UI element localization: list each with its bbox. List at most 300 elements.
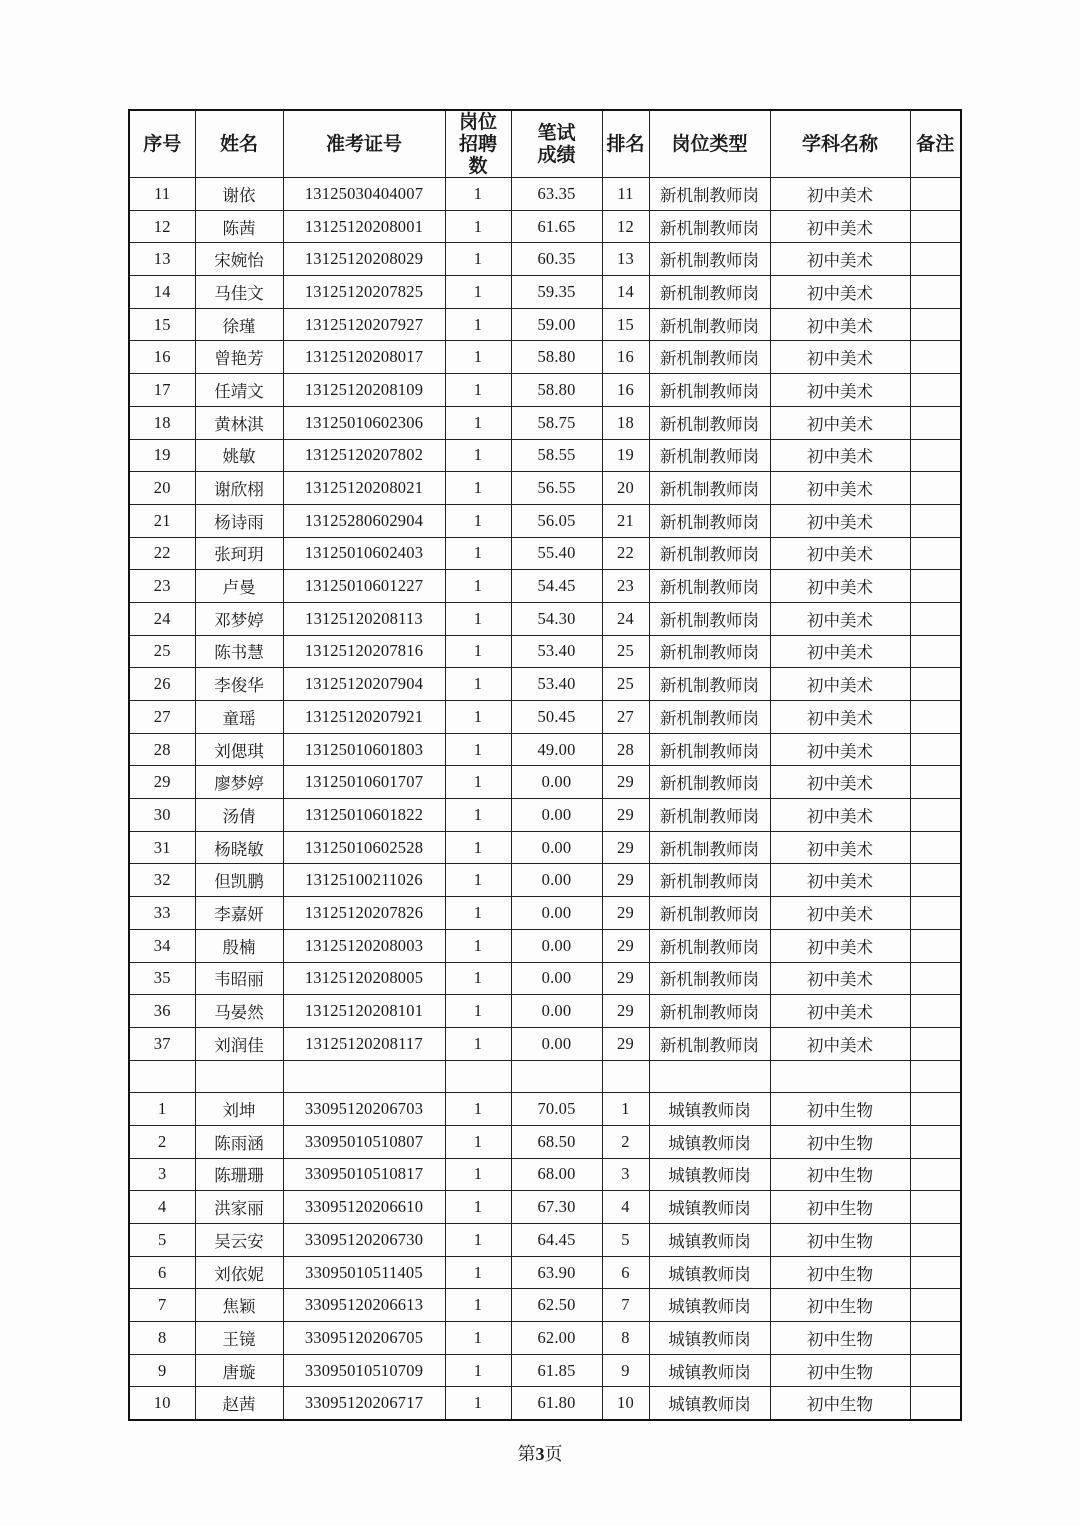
cell-subject: 初中生物 [770, 1256, 910, 1289]
cell-exam-id: 13125120207921 [283, 701, 445, 734]
cell-name: 刘偲琪 [195, 733, 283, 766]
cell-positions: 1 [445, 1224, 511, 1257]
cell-exam-id: 33095010510817 [283, 1158, 445, 1191]
cell-rank: 5 [602, 1224, 649, 1257]
cell-post-type: 城镇教师岗 [649, 1158, 770, 1191]
cell-note [910, 308, 961, 341]
cell-note [910, 1256, 961, 1289]
cell-note [910, 1354, 961, 1387]
cell-post-type: 新机制教师岗 [649, 635, 770, 668]
cell-exam-id: 13125010602528 [283, 831, 445, 864]
cell-note [910, 1027, 961, 1060]
cell-note [910, 1289, 961, 1322]
cell-positions: 1 [445, 406, 511, 439]
cell-rank: 12 [602, 210, 649, 243]
cell-name: 李俊华 [195, 668, 283, 701]
cell-rank: 1 [602, 1093, 649, 1126]
cell-rank: 11 [602, 178, 649, 211]
cell-rank: 25 [602, 635, 649, 668]
table-row [129, 1387, 961, 1420]
cell-positions: 1 [445, 210, 511, 243]
cell-seq: 14 [129, 276, 195, 309]
cell-exam-id: 13125120207826 [283, 897, 445, 930]
cell-seq: 24 [129, 602, 195, 635]
cell-name: 廖梦婷 [195, 766, 283, 799]
cell-post-type: 新机制教师岗 [649, 766, 770, 799]
cell-positions: 1 [445, 570, 511, 603]
cell-positions: 1 [445, 602, 511, 635]
cell-note [910, 406, 961, 439]
cell-name: 童瑶 [195, 701, 283, 734]
cell-rank: 28 [602, 733, 649, 766]
cell-rank: 29 [602, 929, 649, 962]
cell-seq: 26 [129, 668, 195, 701]
table-row [129, 831, 961, 864]
cell-name: 赵茜 [195, 1387, 283, 1420]
cell-positions: 1 [445, 929, 511, 962]
cell-note [910, 504, 961, 537]
cell-note [910, 995, 961, 1028]
cell-post-type: 新机制教师岗 [649, 276, 770, 309]
cell-rank: 29 [602, 995, 649, 1028]
cell-score: 67.30 [511, 1191, 602, 1224]
cell-positions [445, 1060, 511, 1093]
cell-note [910, 1125, 961, 1158]
cell-exam-id: 13125120207816 [283, 635, 445, 668]
cell-name: 殷楠 [195, 929, 283, 962]
cell-subject: 初中美术 [770, 701, 910, 734]
cell-name: 吴云安 [195, 1224, 283, 1257]
cell-rank: 15 [602, 308, 649, 341]
header-note: 备注 [910, 110, 961, 178]
cell-name: 焦颖 [195, 1289, 283, 1322]
cell-positions: 1 [445, 439, 511, 472]
cell-exam-id: 13125120208021 [283, 472, 445, 505]
cell-score: 0.00 [511, 962, 602, 995]
cell-rank: 29 [602, 831, 649, 864]
cell-score: 0.00 [511, 864, 602, 897]
cell-exam-id: 13125100211026 [283, 864, 445, 897]
cell-post-type: 城镇教师岗 [649, 1125, 770, 1158]
cell-exam-id: 13125280602904 [283, 504, 445, 537]
cell-rank: 24 [602, 602, 649, 635]
cell-seq: 37 [129, 1027, 195, 1060]
cell-rank: 9 [602, 1354, 649, 1387]
cell-post-type: 新机制教师岗 [649, 831, 770, 864]
table-row [129, 472, 961, 505]
cell-name: 杨诗雨 [195, 504, 283, 537]
cell-score: 68.50 [511, 1125, 602, 1158]
cell-subject: 初中美术 [770, 602, 910, 635]
cell-rank: 2 [602, 1125, 649, 1158]
cell-rank: 29 [602, 799, 649, 832]
cell-post-type: 新机制教师岗 [649, 406, 770, 439]
cell-subject: 初中美术 [770, 831, 910, 864]
cell-post-type: 新机制教师岗 [649, 210, 770, 243]
cell-name: 刘依妮 [195, 1256, 283, 1289]
cell-score: 58.75 [511, 406, 602, 439]
cell-score: 0.00 [511, 929, 602, 962]
cell-exam-id: 33095120206730 [283, 1224, 445, 1257]
cell-exam-id: 13125120208029 [283, 243, 445, 276]
cell-seq: 21 [129, 504, 195, 537]
cell-positions: 1 [445, 1256, 511, 1289]
table-row [129, 504, 961, 537]
cell-note [910, 1387, 961, 1420]
cell-score: 60.35 [511, 243, 602, 276]
table-row [129, 1125, 961, 1158]
cell-seq: 31 [129, 831, 195, 864]
cell-score: 58.80 [511, 341, 602, 374]
cell-seq: 27 [129, 701, 195, 734]
cell-exam-id: 33095120206613 [283, 1289, 445, 1322]
page-number-prefix: 第 [517, 1444, 536, 1465]
cell-exam-id: 13125120208113 [283, 602, 445, 635]
cell-rank: 29 [602, 1027, 649, 1060]
cell-post-type: 新机制教师岗 [649, 374, 770, 407]
cell-subject: 初中美术 [770, 733, 910, 766]
cell-seq: 22 [129, 537, 195, 570]
table-row [129, 210, 961, 243]
cell-post-type: 新机制教师岗 [649, 668, 770, 701]
cell-exam-id: 13125120208017 [283, 341, 445, 374]
cell-post-type: 新机制教师岗 [649, 472, 770, 505]
cell-subject: 初中美术 [770, 537, 910, 570]
cell-positions: 1 [445, 537, 511, 570]
cell-exam-id: 33095010510807 [283, 1125, 445, 1158]
cell-rank: 16 [602, 374, 649, 407]
cell-positions: 1 [445, 962, 511, 995]
table-row [129, 308, 961, 341]
cell-exam-id: 13125120208101 [283, 995, 445, 1028]
cell-subject: 初中美术 [770, 341, 910, 374]
cell-exam-id: 33095010511405 [283, 1256, 445, 1289]
cell-score: 0.00 [511, 799, 602, 832]
cell-post-type: 新机制教师岗 [649, 243, 770, 276]
cell-score [511, 1060, 602, 1093]
cell-positions: 1 [445, 831, 511, 864]
cell-score: 68.00 [511, 1158, 602, 1191]
cell-rank: 21 [602, 504, 649, 537]
cell-subject: 初中生物 [770, 1125, 910, 1158]
header-positions: 岗位招聘数 [445, 110, 511, 178]
table-row [129, 178, 961, 211]
table-row [129, 929, 961, 962]
header-seq: 序号 [129, 110, 195, 178]
cell-note [910, 1322, 961, 1355]
cell-note [910, 243, 961, 276]
cell-post-type: 新机制教师岗 [649, 537, 770, 570]
cell-post-type: 新机制教师岗 [649, 995, 770, 1028]
cell-name: 宋婉怡 [195, 243, 283, 276]
cell-rank: 6 [602, 1256, 649, 1289]
table-row [129, 341, 961, 374]
cell-rank: 14 [602, 276, 649, 309]
cell-rank: 8 [602, 1322, 649, 1355]
cell-seq: 13 [129, 243, 195, 276]
cell-note [910, 766, 961, 799]
table-row [129, 1060, 961, 1093]
cell-positions: 1 [445, 897, 511, 930]
cell-subject: 初中美术 [770, 995, 910, 1028]
cell-post-type: 新机制教师岗 [649, 962, 770, 995]
cell-subject: 初中生物 [770, 1289, 910, 1322]
cell-score: 61.85 [511, 1354, 602, 1387]
cell-rank: 3 [602, 1158, 649, 1191]
cell-post-type: 新机制教师岗 [649, 504, 770, 537]
cell-positions: 1 [445, 1387, 511, 1420]
cell-seq: 1 [129, 1093, 195, 1126]
cell-positions: 1 [445, 472, 511, 505]
cell-seq: 35 [129, 962, 195, 995]
cell-note [910, 537, 961, 570]
cell-exam-id: 13125010602306 [283, 406, 445, 439]
cell-seq: 32 [129, 864, 195, 897]
cell-post-type: 城镇教师岗 [649, 1354, 770, 1387]
cell-name: 陈茜 [195, 210, 283, 243]
cell-subject: 初中美术 [770, 864, 910, 897]
cell-seq: 7 [129, 1289, 195, 1322]
cell-seq: 6 [129, 1256, 195, 1289]
cell-exam-id: 13125120207825 [283, 276, 445, 309]
cell-positions: 1 [445, 178, 511, 211]
header-rank: 排名 [602, 110, 649, 178]
cell-note [910, 1093, 961, 1126]
table-row [129, 1322, 961, 1355]
cell-name: 邓梦婷 [195, 602, 283, 635]
cell-positions: 1 [445, 733, 511, 766]
cell-positions: 1 [445, 308, 511, 341]
cell-subject: 初中美术 [770, 472, 910, 505]
cell-name: 刘坤 [195, 1093, 283, 1126]
cell-note [910, 897, 961, 930]
cell-score: 59.00 [511, 308, 602, 341]
cell-rank: 10 [602, 1387, 649, 1420]
cell-name: 谢欣栩 [195, 472, 283, 505]
cell-score: 53.40 [511, 635, 602, 668]
cell-subject: 初中美术 [770, 799, 910, 832]
cell-subject: 初中生物 [770, 1158, 910, 1191]
cell-name: 陈珊珊 [195, 1158, 283, 1191]
cell-exam-id: 13125120208003 [283, 929, 445, 962]
cell-score: 58.55 [511, 439, 602, 472]
page-number-suffix: 页 [544, 1444, 563, 1465]
cell-post-type: 新机制教师岗 [649, 929, 770, 962]
cell-positions: 1 [445, 864, 511, 897]
header-subject: 学科名称 [770, 110, 910, 178]
cell-positions: 1 [445, 1289, 511, 1322]
cell-seq: 3 [129, 1158, 195, 1191]
cell-seq: 5 [129, 1224, 195, 1257]
cell-exam-id: 13125120207904 [283, 668, 445, 701]
cell-positions: 1 [445, 276, 511, 309]
cell-seq: 12 [129, 210, 195, 243]
cell-rank: 13 [602, 243, 649, 276]
cell-score: 50.45 [511, 701, 602, 734]
cell-exam-id: 13125120208109 [283, 374, 445, 407]
cell-subject: 初中美术 [770, 308, 910, 341]
cell-subject: 初中美术 [770, 570, 910, 603]
page-number [0, 1440, 1080, 1466]
cell-exam-id: 13125120208005 [283, 962, 445, 995]
cell-note [910, 831, 961, 864]
cell-score: 56.55 [511, 472, 602, 505]
cell-score: 54.30 [511, 602, 602, 635]
table-row [129, 570, 961, 603]
cell-note [910, 1191, 961, 1224]
table-row [129, 406, 961, 439]
cell-rank: 4 [602, 1191, 649, 1224]
cell-rank: 19 [602, 439, 649, 472]
cell-positions: 1 [445, 1027, 511, 1060]
cell-score: 58.80 [511, 374, 602, 407]
cell-seq: 28 [129, 733, 195, 766]
cell-exam-id: 33095120206610 [283, 1191, 445, 1224]
cell-positions: 1 [445, 341, 511, 374]
cell-rank: 20 [602, 472, 649, 505]
cell-name: 陈雨涵 [195, 1125, 283, 1158]
cell-post-type: 新机制教师岗 [649, 864, 770, 897]
cell-subject: 初中生物 [770, 1093, 910, 1126]
cell-note [910, 439, 961, 472]
cell-post-type: 新机制教师岗 [649, 178, 770, 211]
cell-post-type: 新机制教师岗 [649, 570, 770, 603]
table-row [129, 799, 961, 832]
cell-score: 0.00 [511, 1027, 602, 1060]
table-row [129, 733, 961, 766]
cell-note [910, 929, 961, 962]
cell-post-type: 新机制教师岗 [649, 341, 770, 374]
cell-positions: 1 [445, 635, 511, 668]
cell-seq: 33 [129, 897, 195, 930]
cell-note [910, 570, 961, 603]
table-row [129, 439, 961, 472]
table-header-row [129, 110, 961, 178]
cell-exam-id: 33095010510709 [283, 1354, 445, 1387]
cell-post-type: 新机制教师岗 [649, 701, 770, 734]
cell-score: 59.35 [511, 276, 602, 309]
cell-subject: 初中生物 [770, 1191, 910, 1224]
cell-note [910, 1158, 961, 1191]
cell-name: 杨晓敏 [195, 831, 283, 864]
header-name: 姓名 [195, 110, 283, 178]
cell-note [910, 799, 961, 832]
table-row [129, 701, 961, 734]
table-row [129, 995, 961, 1028]
cell-post-type: 新机制教师岗 [649, 733, 770, 766]
cell-name [195, 1060, 283, 1093]
cell-rank: 7 [602, 1289, 649, 1322]
cell-score: 0.00 [511, 766, 602, 799]
cell-subject: 初中美术 [770, 962, 910, 995]
cell-subject: 初中美术 [770, 504, 910, 537]
cell-seq: 9 [129, 1354, 195, 1387]
cell-score: 64.45 [511, 1224, 602, 1257]
cell-subject: 初中生物 [770, 1224, 910, 1257]
cell-positions: 1 [445, 1158, 511, 1191]
cell-rank: 29 [602, 766, 649, 799]
cell-subject: 初中生物 [770, 1322, 910, 1355]
cell-subject: 初中美术 [770, 897, 910, 930]
cell-exam-id: 13125010602403 [283, 537, 445, 570]
table-row [129, 1027, 961, 1060]
cell-post-type: 新机制教师岗 [649, 602, 770, 635]
cell-subject: 初中美术 [770, 374, 910, 407]
cell-name: 马晏然 [195, 995, 283, 1028]
results-table [128, 109, 962, 1421]
cell-subject: 初中美术 [770, 243, 910, 276]
cell-seq: 11 [129, 178, 195, 211]
cell-rank: 29 [602, 897, 649, 930]
cell-score: 62.50 [511, 1289, 602, 1322]
cell-name: 张珂玥 [195, 537, 283, 570]
cell-subject: 初中生物 [770, 1354, 910, 1387]
cell-subject: 初中美术 [770, 929, 910, 962]
cell-post-type: 城镇教师岗 [649, 1256, 770, 1289]
table-row [129, 1289, 961, 1322]
cell-positions: 1 [445, 243, 511, 276]
table-row [129, 276, 961, 309]
table-row [129, 766, 961, 799]
cell-rank: 18 [602, 406, 649, 439]
cell-subject: 初中美术 [770, 406, 910, 439]
cell-exam-id: 13125010601227 [283, 570, 445, 603]
cell-positions: 1 [445, 1354, 511, 1387]
cell-exam-id: 33095120206703 [283, 1093, 445, 1126]
cell-post-type: 城镇教师岗 [649, 1289, 770, 1322]
cell-rank: 25 [602, 668, 649, 701]
cell-exam-id: 13125010601822 [283, 799, 445, 832]
cell-seq: 34 [129, 929, 195, 962]
cell-name: 任靖文 [195, 374, 283, 407]
cell-seq: 8 [129, 1322, 195, 1355]
cell-subject: 初中生物 [770, 1387, 910, 1420]
cell-rank [602, 1060, 649, 1093]
cell-positions: 1 [445, 799, 511, 832]
cell-score: 70.05 [511, 1093, 602, 1126]
cell-post-type: 新机制教师岗 [649, 1027, 770, 1060]
cell-score: 56.05 [511, 504, 602, 537]
cell-note [910, 733, 961, 766]
cell-exam-id: 33095120206717 [283, 1387, 445, 1420]
cell-note [910, 1224, 961, 1257]
cell-subject: 初中美术 [770, 210, 910, 243]
cell-exam-id: 13125010601707 [283, 766, 445, 799]
cell-seq: 20 [129, 472, 195, 505]
cell-subject [770, 1060, 910, 1093]
table-row [129, 864, 961, 897]
cell-positions: 1 [445, 1322, 511, 1355]
cell-subject: 初中美术 [770, 1027, 910, 1060]
table-row [129, 1158, 961, 1191]
cell-score: 49.00 [511, 733, 602, 766]
cell-name: 姚敏 [195, 439, 283, 472]
cell-exam-id: 13125120207927 [283, 308, 445, 341]
cell-post-type: 城镇教师岗 [649, 1322, 770, 1355]
table-row [129, 1256, 961, 1289]
cell-exam-id: 13125120208001 [283, 210, 445, 243]
cell-exam-id: 13125120207802 [283, 439, 445, 472]
cell-note [910, 276, 961, 309]
cell-name: 刘润佳 [195, 1027, 283, 1060]
cell-name: 但凯鹏 [195, 864, 283, 897]
cell-seq: 15 [129, 308, 195, 341]
cell-positions: 1 [445, 1125, 511, 1158]
cell-name: 马佳文 [195, 276, 283, 309]
cell-rank: 27 [602, 701, 649, 734]
cell-note [910, 472, 961, 505]
cell-score: 62.00 [511, 1322, 602, 1355]
